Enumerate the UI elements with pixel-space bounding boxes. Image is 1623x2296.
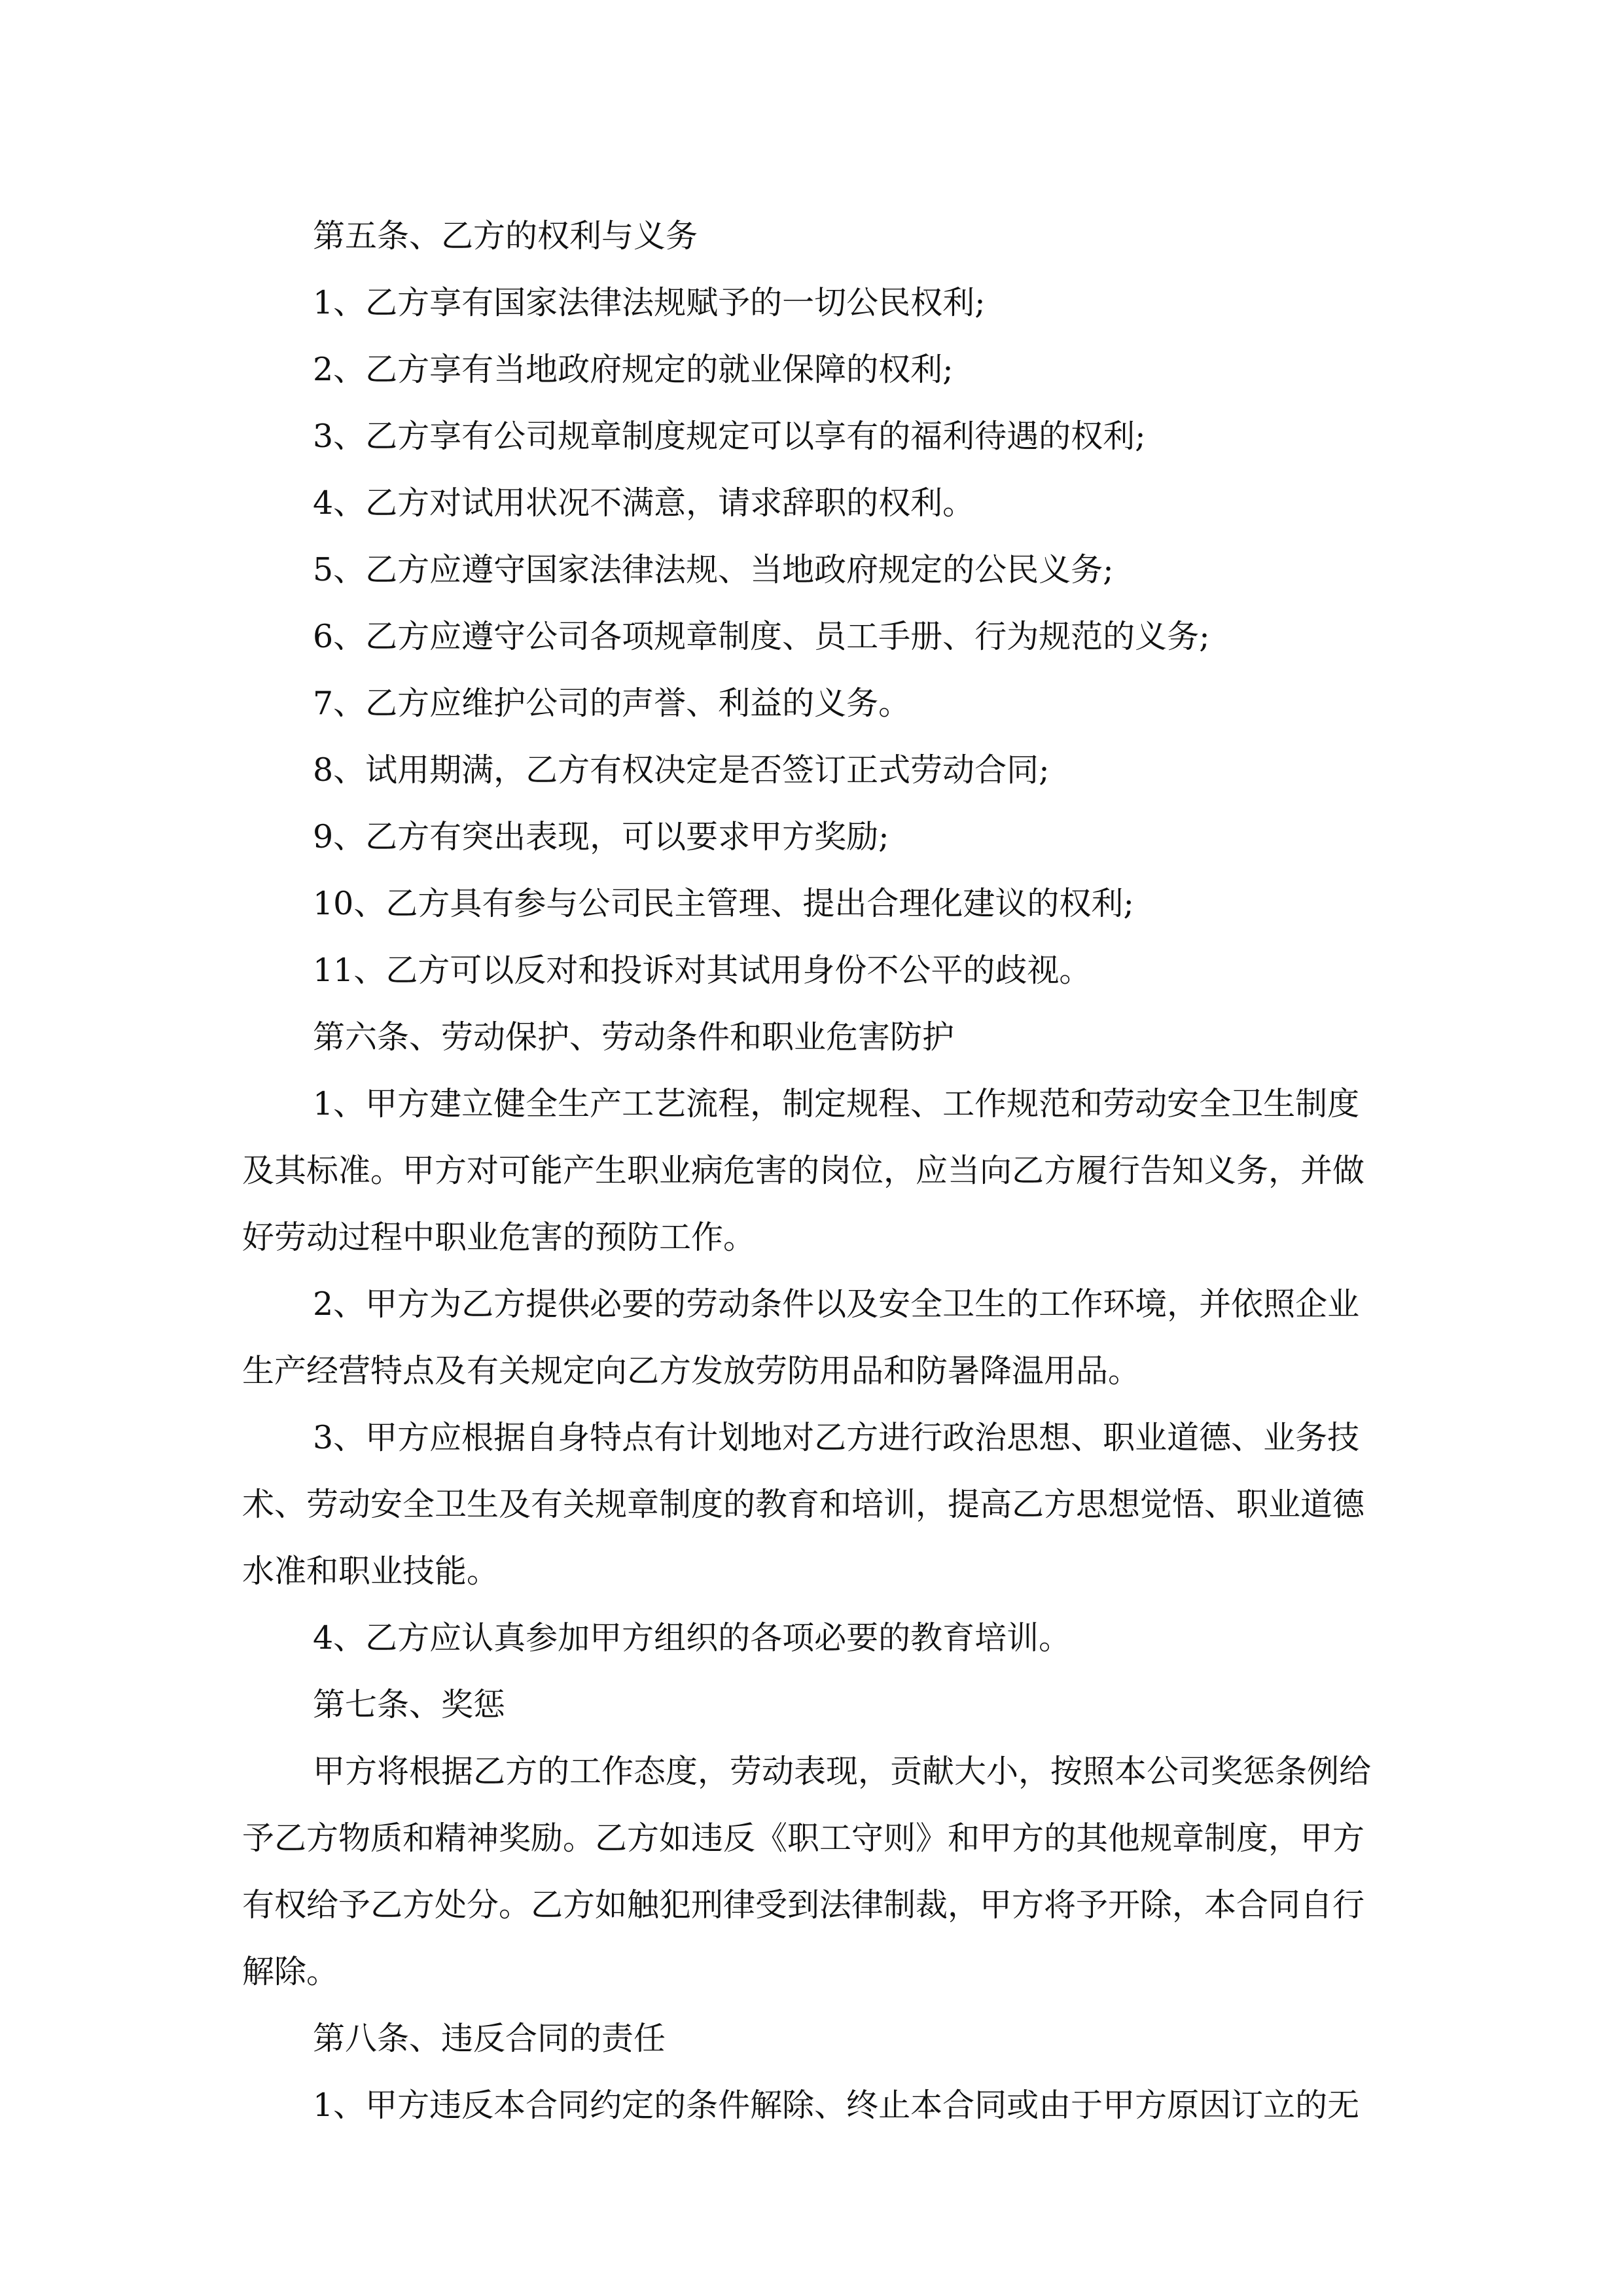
article-5-item-9: 9、乙方有突出表现，可以要求甲方奖励; bbox=[313, 818, 889, 855]
article-5-item-7: 7、乙方应维护公司的声誉、利益的义务。 bbox=[313, 685, 911, 722]
article-7-heading: 第七条、奖惩 bbox=[313, 1686, 506, 1723]
article-6-item-4: 4、乙方应认真参加甲方组织的各项必要的教育培训。 bbox=[313, 1619, 1071, 1657]
article-5-item-3: 3、乙方享有公司规章制度规定可以享有的福利待遇的权利; bbox=[313, 418, 1146, 455]
article-6-item-3: 3、甲方应根据自身特点有计划地对乙方进行政治思想、职业道德、业务技术、劳动安全卫生及有关规章制度的教育和培训，提高乙方思想觉悟、职业道德水准和职业技能。 bbox=[242, 1419, 1365, 1590]
article-5-item-6: 6、乙方应遵守公司各项规章制度、员工手册、行为规范的义务; bbox=[313, 618, 1210, 655]
article-5-item-11: 11、乙方可以反对和投诉对其试用身份不公平的歧视。 bbox=[313, 952, 1092, 989]
article-8-item-1: 1、甲方违反本合同约定的条件解除、终止本合同或由于甲方原因订立的无 bbox=[313, 2087, 1360, 2124]
article-5-item-1: 1、乙方享有国家法律法规赋予的一切公民权利; bbox=[313, 284, 986, 321]
article-8-heading: 第八条、违反合同的责任 bbox=[313, 2020, 666, 2057]
article-6-item-2: 2、甲方为乙方提供必要的劳动条件以及安全卫生的工作环境，并依照企业生产经营特点及有关规定向乙方发放劳防用品和防暑降温用品。 bbox=[242, 1285, 1360, 1390]
article-5-item-4: 4、乙方对试用状况不满意，请求辞职的权利。 bbox=[313, 484, 975, 522]
article-5-item-5: 5、乙方应遵守国家法律法规、当地政府规定的公民义务; bbox=[313, 551, 1114, 588]
article-6-heading: 第六条、劳动保护、劳动条件和职业危害防护 bbox=[313, 1018, 955, 1056]
article-5-item-2: 2、乙方享有当地政府规定的就业保障的权利; bbox=[313, 351, 954, 388]
article-5-item-8: 8、试用期满，乙方有权决定是否签订正式劳动合同; bbox=[313, 751, 1050, 789]
article-5-heading: 第五条、乙方的权利与义务 bbox=[313, 217, 698, 255]
article-6-item-1: 1、甲方建立健全生产工艺流程，制定规程、工作规范和劳动安全卫生制度及其标准。甲方对可能产生职业病危害的岗位，应当向乙方履行告知义务，并做好劳动过程中职业危害的预防工作。 bbox=[242, 1085, 1365, 1256]
article-7-body: 甲方将根据乙方的工作态度，劳动表现，贡献大小，按照本公司奖惩条例给予乙方物质和精神奖励。乙方如违反《职工守则》和甲方的其他规章制度，甲方有权给予乙方处分。乙方如触犯刑律受到法律制裁，甲方将予开除，本合同自行解除。 bbox=[242, 1753, 1372, 1990]
article-5-item-10: 10、乙方具有参与公司民主管理、提出合理化建议的权利; bbox=[313, 885, 1134, 922]
